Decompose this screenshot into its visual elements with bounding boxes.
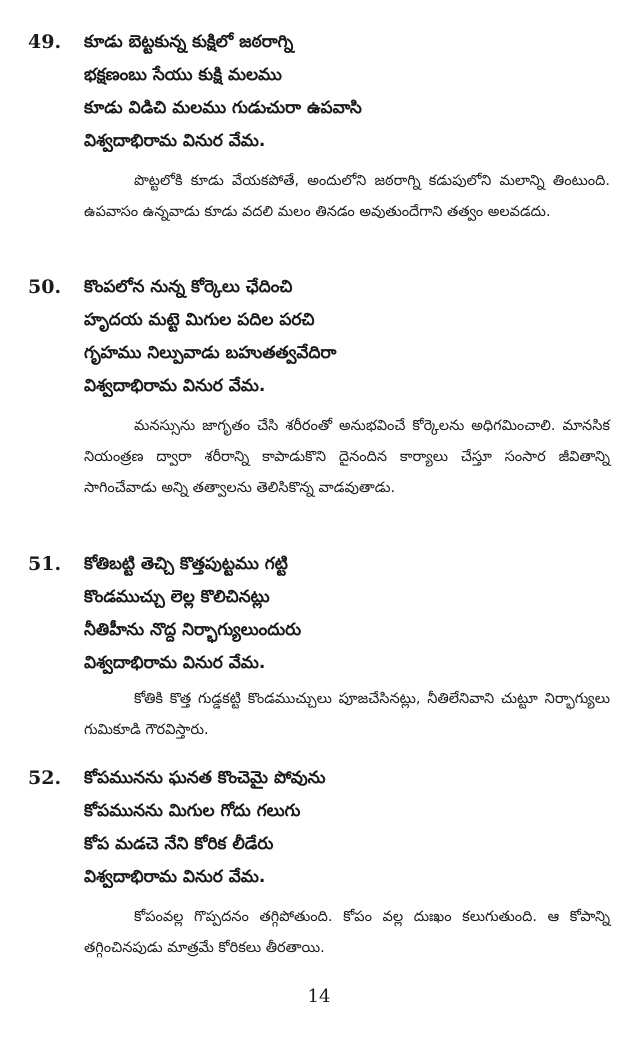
verse-line: విశ్వదాభిరామ వినుర వేమ. xyxy=(84,867,266,887)
verse-line: కూడు బెట్టకున్న కుక్షిలో జఠరాగ్ని xyxy=(84,32,294,52)
verse-meaning: మనస్సును జాగృతం చేసి శరీరంతో అనుభవించే కోర్కెలను అధిగమించాలి. మానసిక నియంత్రణ ద్వారా శరీరాన్ని కాపాడుకొని దైనందిన కార్యాలు చేస్తూ సంసార జీవితాన్ని సాగించేవాడు అన్ని తత్వాలను తెలిసికొన్న వాడవుతాడు. xyxy=(84,418,610,496)
verse-line: హృదయ మట్టె మిగుల పదిల పరచి xyxy=(84,310,315,330)
verse-line: కోపమునను ఘనత కొంచెమై పోవును xyxy=(84,768,326,788)
verse-line: కూడు విడిచి మలము గుడుచురా ఉపవాసి xyxy=(84,98,362,118)
verse-line: నీతిహీను నొద్ద నిర్భాగ్యులుందురు xyxy=(84,620,302,640)
verse-line: విశ్వదాభిరామ వినుర వేమ. xyxy=(84,653,266,673)
verse-line: గృహము నిల్పువాడు బహుతత్వవేదిరా xyxy=(84,343,337,363)
verse-line: కోప మడచె నేని కోరిక లీడేరు xyxy=(84,834,274,854)
verse-number: 50. xyxy=(28,276,62,298)
verse-line: భక్షణంబు సేయు కుక్షి మలము xyxy=(84,65,282,85)
verse-line: కోతిబట్టి తెచ్చి కొత్తపుట్టము గట్టి xyxy=(84,554,288,574)
page-number: 14 xyxy=(307,986,331,1007)
verse-line: విశ్వదాభిరామ వినుర వేమ. xyxy=(84,376,266,396)
verse-line: విశ్వదాభిరామ వినుర వేమ. xyxy=(84,131,266,151)
verse-number: 49. xyxy=(28,31,62,53)
verse-line: కోపమునను మిగుల గోదు గలుగు xyxy=(84,801,301,821)
verse-line: కొంపలోన నున్న కోర్కెలు ఛేదించి xyxy=(84,277,293,297)
verse-meaning: కోతికి కొత్త గుడ్డకట్టి కొండముచ్చులు పూజచేసినట్లు, నీతిలేనివాని చుట్టూ నిర్భాగ్యులు గుమికూడి గౌరవిస్తారు. xyxy=(84,691,610,738)
verse-number: 51. xyxy=(28,553,62,575)
verse-meaning: పొట్టలోకి కూడు వేయకపోతే, అందులోని జఠరాగ్ని కడుపులోని మలాన్ని తింటుంది. ఉపవాసం ఉన్నవాడు కూడు వదలి మలం తినడం అవుతుందేగాని తత్వం అలవడదు. xyxy=(84,173,610,220)
verse-meaning: కోపంవల్ల గొప్పదనం తగ్గిపోతుంది. కోపం వల్ల దుఃఖం కలుగుతుంది. ఆ కోపాన్ని తగ్గించినపుడు మాత్రమే కోరికలు తీరతాయి. xyxy=(84,909,610,956)
verse-line: కొండముచ్చు లెల్ల కొలిచినట్లు xyxy=(84,587,270,607)
verse-number: 52. xyxy=(28,767,62,789)
